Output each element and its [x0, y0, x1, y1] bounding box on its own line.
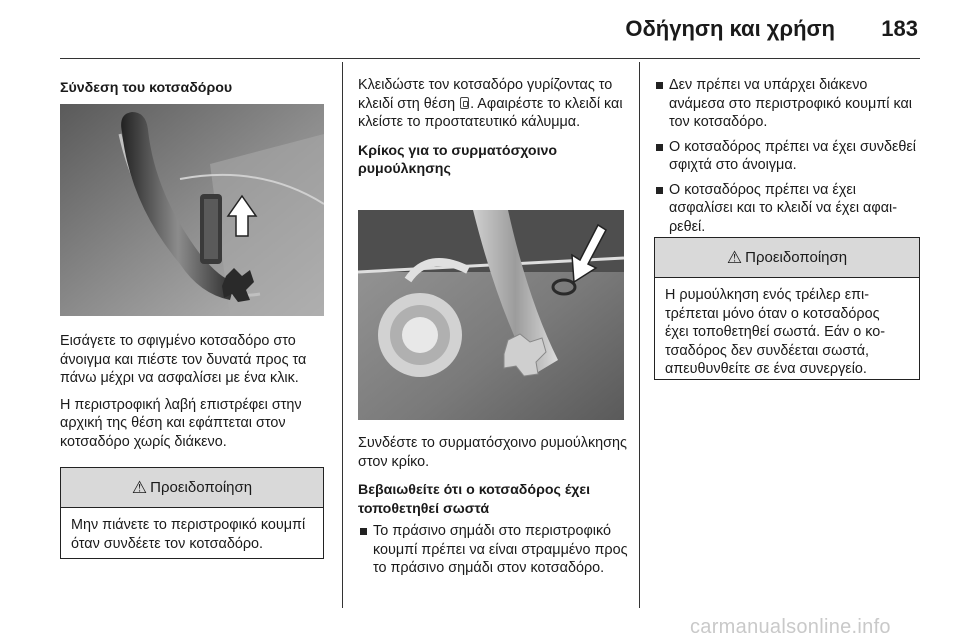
watermark: carmanualsonline.info [690, 616, 891, 638]
paragraph-part: . Αφαιρέστε το κλειδί και κλείστε το προστατευτικό κάλυμμα. [358, 95, 623, 130]
bullet-text: Ο κοτσαδόρος πρέπει να έχει συνδεθεί σφιχτά στο άνοιγμα. [669, 138, 916, 173]
column-divider-2 [639, 62, 640, 608]
page-header-title: Οδήγηση και χρήση [625, 16, 835, 41]
bullet-item [654, 181, 922, 237]
warning-box [654, 237, 920, 380]
paragraph [358, 76, 628, 132]
section-heading: Βεβαιωθείτε ότι ο κοτσαδόρος έχει τοποθετηθεί σωστά [358, 482, 591, 517]
warning-box [60, 467, 324, 559]
header-rule [60, 58, 920, 59]
warning-text: Η ρυμούλκηση ενός τρέιλερ επιτρέπεται μόνο όταν ο κοτσαδόρος έχει τοποθετηθεί σωστά. Εάν ο κοτσαδόρος δεν συνδέεται σωστά, απευθυνθείτε σε ένα συνεργείο. [665, 287, 886, 377]
bullet-square-icon [360, 528, 367, 535]
page-number: 183 [881, 16, 918, 41]
paragraph-part: Κλειδώστε τον κοτσαδόρο γυρίζοντας το κλειδί στη θέση [358, 77, 613, 112]
column-divider-1 [342, 62, 343, 608]
bullet-text: Το πράσινο σημάδι στο περιστροφικό κουμπί πρέπει να είναι στραμμένο προς το πράσινο σημάδι στον κοτσαδόρο. [373, 523, 628, 576]
column-3 [654, 76, 922, 242]
paragraph: Η περιστροφική λαβή επιστρέφει στην αρχική της θέση και εφάπτεται στον κοτσαδόρο χωρίς διάκενο. [60, 396, 302, 450]
bullet-square-icon [656, 82, 663, 89]
lock-position-icon [460, 97, 469, 109]
warning-header [61, 468, 323, 508]
warning-triangle-icon: ⚠ [131, 477, 148, 497]
column-1 [60, 79, 328, 98]
towbar-insertion-photo [60, 104, 324, 316]
bullet-text: Ο κοτσαδόρος πρέπει να έχει ασφαλίσει και το κλειδί να έχει αφαιρεθεί. [669, 181, 898, 235]
paragraph: Εισάγετε το σφιγμένο κοτσαδόρο στο άνοιγμα και πιέστε τον δυνατά προς τα πάνω μέχρι να ασφαλίσει με ένα κλικ. [60, 333, 307, 386]
paragraph: Συνδέστε το συρματόσχοινο ρυμούλκησης στον κρίκο. [358, 435, 627, 470]
warning-title: Προειδοποίηση [150, 479, 253, 496]
column-2-bottom [358, 434, 628, 584]
column-1-text [60, 332, 328, 459]
bullet-item [654, 138, 922, 175]
bullet-item [654, 76, 922, 132]
column-2-top [358, 76, 628, 187]
section-heading: Σύνδεση του κοτσαδόρου [60, 80, 233, 96]
warning-text: Μην πιάνετε το περιστροφικό κουμπί όταν συνδέετε τον κοτσαδόρο. [71, 517, 306, 552]
bullet-square-icon [656, 144, 663, 151]
bullet-item [358, 522, 628, 578]
bullet-text: Δεν πρέπει να υπάρχει διάκενο ανάμεσα στο περιστροφικό κουμπί και τον κοτσαδόρο. [669, 77, 912, 130]
warning-header [655, 238, 919, 278]
towing-eye-photo [358, 210, 624, 420]
warning-triangle-icon: ⚠ [726, 247, 743, 267]
warning-title: Προειδοποίηση [745, 249, 848, 266]
bullet-square-icon [656, 187, 663, 194]
section-heading: Κρίκος για το συρματόσχοινο ρυμούλκησης [358, 142, 558, 177]
